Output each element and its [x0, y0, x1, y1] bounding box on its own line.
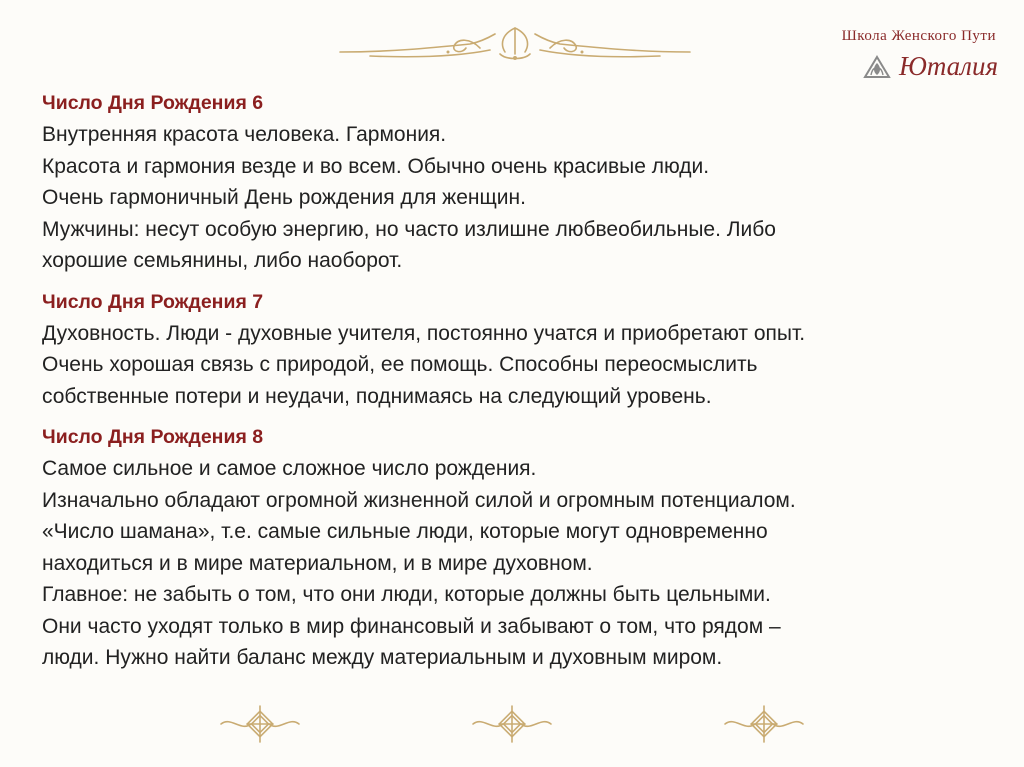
- text-line: Главное: не забыть о том, что они люди, которые должны быть цельными.: [42, 583, 771, 606]
- text-line: находиться и в мире материальном, и в мире духовном.: [42, 551, 593, 575]
- text-line: хорошие семьянины, либо наоборот.: [42, 249, 403, 272]
- celtic-knot-ornament-icon: [217, 702, 303, 746]
- section-birthday-6: [42, 88, 992, 277]
- text-line: Очень хорошая связь с природой, ее помощь. Способны переосмыслить: [42, 353, 758, 376]
- text-line: Духовность. Люди - духовные учителя, постоянно учатся и приобретают опыт.: [42, 321, 806, 345]
- text-line: Самое сильное и самое сложное число рождения.: [42, 457, 537, 480]
- lotus-logo-icon: [863, 55, 891, 79]
- text-line: Внутренняя красота человека. Гармония.: [42, 123, 447, 146]
- flourish-ornament-icon: [330, 22, 700, 70]
- section-heading: Число Дня Рождения 6: [42, 92, 264, 114]
- text-line: собственные потери и неудачи, поднимаясь на следующий уровень.: [42, 384, 712, 408]
- text-line: «Число шамана», т.е. самые сильные люди, которые могут одновременно: [42, 520, 768, 543]
- text-line: Мужчины: несут особую энергию, но часто излишне любвеобильные. Либо: [42, 217, 776, 241]
- celtic-knot-ornament-icon: [721, 702, 807, 746]
- brand-logo-row: [778, 53, 998, 80]
- text-line: Изначально обладают огромной жизненной силой и огромным потенциалом.: [42, 488, 796, 512]
- main-content: [42, 88, 992, 684]
- section-birthday-8: [42, 422, 992, 674]
- text-line: Очень гармоничный День рождения для женщин.: [42, 186, 526, 209]
- text-line: Красота и гармония везде и во всем. Обычно очень красивые люди.: [42, 154, 710, 178]
- brand-school-name: Школа Женского Пути: [841, 28, 996, 44]
- section-heading: Число Дня Рождения 8: [42, 426, 264, 448]
- brand-name: Юталия: [898, 51, 998, 81]
- section-heading: Число Дня Рождения 7: [42, 290, 264, 313]
- celtic-knot-ornament-icon: [469, 702, 555, 746]
- bottom-ornaments: [0, 702, 1024, 746]
- text-line: Они часто уходят только в мир финансовый и забывают о том, что рядом –: [42, 614, 781, 638]
- text-line: люди. Нужно найти баланс между материальным и духовным миром.: [42, 646, 723, 669]
- section-birthday-7: [42, 287, 992, 413]
